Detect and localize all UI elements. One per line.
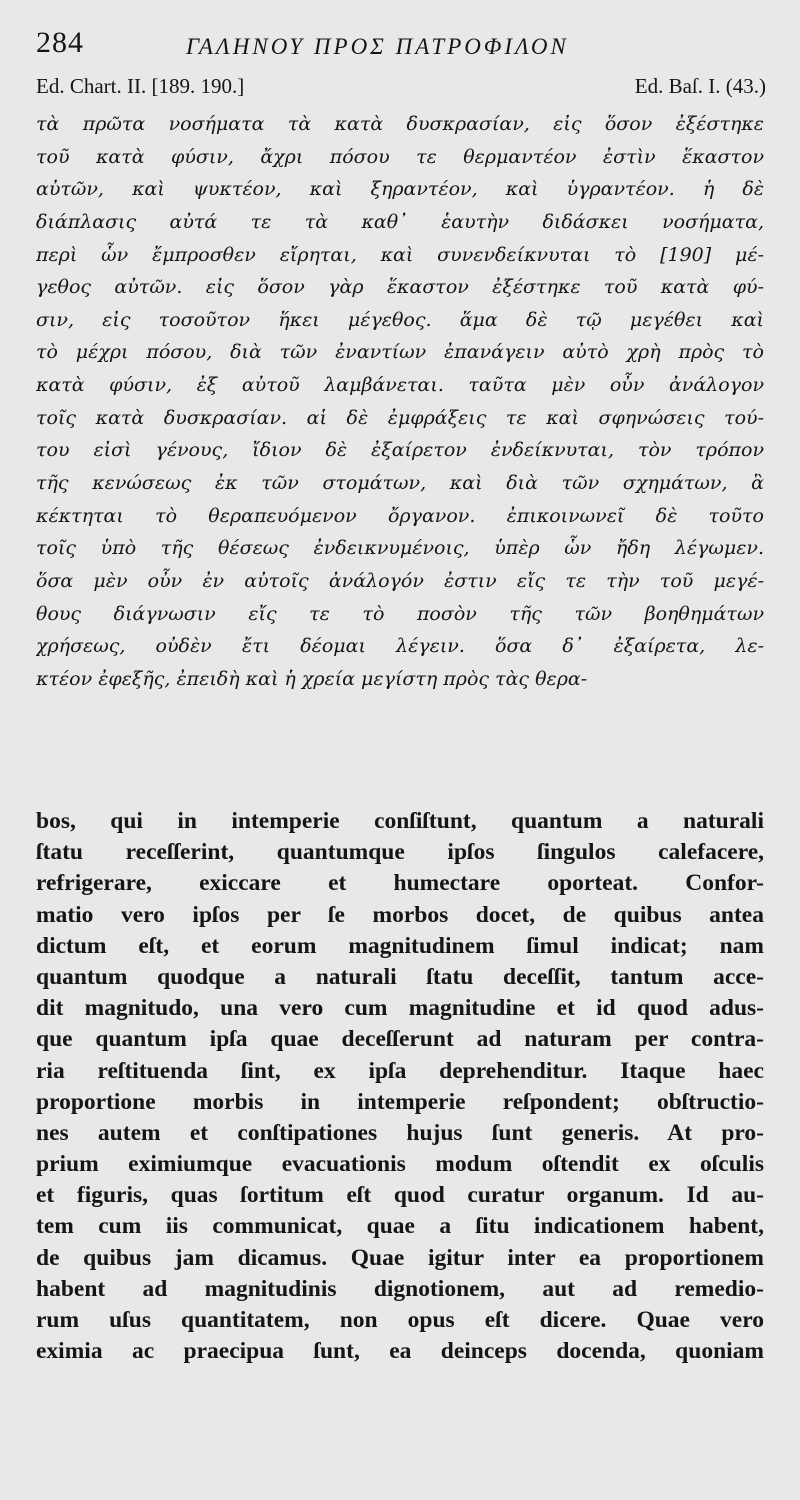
greek-text-line: χρήσεως, οὐδὲν ἔτι δέομαι λέγειν. ὅσα δ᾽ ἐξαίρετα, λε- bbox=[36, 635, 764, 658]
greek-text-line: ὅσα μὲν οὖν ἐν αὐτοῖς ἀνάλογόν ἐστιν εἴς τε τὴν τοῦ μεγέ- bbox=[36, 569, 764, 592]
latin-translation-block bbox=[36, 806, 764, 1367]
latin-text-line: quantum quodque a naturali ſtatu deceſſit, tantum acce- bbox=[36, 963, 764, 990]
latin-text-line: ſtatu receſſerint, quantumque ipſos ſingulos calefacere, bbox=[36, 839, 764, 866]
greek-text-line: σιν, εἰς τοσοῦτον ἥκει μέγεθος. ἅμα δὲ τῷ μεγέθει καὶ bbox=[36, 308, 764, 331]
greek-text-line: τῆς κενώσεως ἐκ τῶν στομάτων, καὶ διὰ τῶν σχημάτων, ἃ bbox=[36, 472, 764, 495]
edition-reference-line bbox=[36, 74, 766, 104]
latin-text-line: matio vero ipſos per ſe morbos docet, de quibus antea bbox=[36, 901, 764, 928]
greek-text-line: του εἰσὶ γένους, ἴδιον δὲ ἐξαίρετον ἐνδείκνυται, τὸν τρόπον bbox=[36, 439, 764, 462]
latin-text-line: nes autem et conſtipationes hujus ſunt generis. At pro- bbox=[36, 1119, 764, 1146]
greek-text-line: τοῦ κατὰ φύσιν, ἄχρι πόσου τε θερμαντέον ἐστὶν ἕκαστον bbox=[36, 145, 764, 168]
edition-chart-reference: Ed. Chart. II. [189. 190.] bbox=[36, 74, 245, 98]
latin-text-line: ria reſtituenda ſint, ex ipſa deprehenditur. Itaque haec bbox=[36, 1057, 764, 1084]
greek-text-line: διάπλασις αὐτά τε τὰ καθ᾽ ἑαυτὴν διδάσκει νοσήματα, bbox=[36, 210, 764, 233]
latin-text-line: bos, qui in intemperie conſiſtunt, quantum a naturali bbox=[36, 808, 764, 834]
latin-text-line: rum uſus quantitatem, non opus eſt dicere. Quae vero bbox=[36, 1307, 764, 1333]
greek-text-line: κατὰ φύσιν, ἐξ αὐτοῦ λαμβάνεται. ταῦτα μὲν οὖν ἀνάλογον bbox=[36, 374, 764, 397]
greek-text-line: κτέον ἐφεξῆς, ἐπειδὴ καὶ ἡ χρεία μεγίστη πρὸς τὰς θερα- bbox=[36, 667, 588, 690]
greek-text-block bbox=[36, 108, 764, 696]
greek-text-line: θους διάγνωσιν εἴς τε τὸ ποσὸν τῆς τῶν βοηθημάτων bbox=[36, 602, 764, 625]
latin-text-line: eximia ac praecipua ſunt, ea deinceps docenda, quoniam bbox=[36, 1338, 764, 1365]
greek-text-line: τοῖς κατὰ δυσκρασίαν. αἱ δὲ ἐμφράξεις τε καὶ σφηνώσεις τού- bbox=[36, 406, 764, 429]
latin-text-line: dit magnitudo, una vero cum magnitudine et id quod adus- bbox=[36, 995, 764, 1022]
page-number: 284 bbox=[36, 26, 84, 59]
latin-text-line: et figuris, quas ſortitum eſt quod curatur organum. Id au- bbox=[36, 1182, 764, 1209]
latin-text-line: proportione morbis in intemperie reſpondent; obſtructio- bbox=[36, 1088, 764, 1115]
latin-text-line: tem cum iis communicat, quae a ſitu indicationem habent, bbox=[36, 1213, 764, 1240]
edition-basel-reference: Ed. Baſ. I. (43.) bbox=[634, 74, 766, 98]
latin-text-line: habent ad magnitudinis dignotionem, aut ad remedio- bbox=[36, 1275, 764, 1302]
greek-text-line: κέκτηται τὸ θεραπευόμενον ὄργανον. ἐπικοινωνεῖ δὲ τοῦτο bbox=[36, 504, 764, 527]
running-title: ΓΑΛΗΝΟΥ ΠΡΟΣ ΠΑΤΡΟΦΙΛΟΝ bbox=[186, 34, 569, 59]
latin-text-line: prium eximiumque evacuationis modum oſtendit ex oſculis bbox=[36, 1151, 764, 1178]
greek-text-line: τὸ μέχρι πόσου, διὰ τῶν ἐναντίων ἐπανάγειν αὐτὸ χρὴ πρὸς τὸ bbox=[36, 341, 764, 364]
greek-text-line: τοῖς ὑπὸ τῆς θέσεως ἐνδεικνυμένοις, ὑπὲρ ὧν ἤδη λέγωμεν. bbox=[36, 537, 764, 560]
latin-text-line: de quibus jam dicamus. Quae igitur inter ea proportionem bbox=[36, 1244, 764, 1271]
greek-text-line: γεθος αὐτῶν. εἰς ὅσον γὰρ ἕκαστον ἐξέστηκε τοῦ κατὰ φύ- bbox=[36, 276, 764, 299]
latin-text-line: que quantum ipſa quae deceſſerunt ad naturam per contra- bbox=[36, 1026, 764, 1053]
greek-text-line: περὶ ὧν ἔμπροσθεν εἴρηται, καὶ συνενδείκνυται τὸ [190] μέ- bbox=[36, 243, 764, 266]
greek-text-line: αὐτῶν, καὶ ψυκτέον, καὶ ξηραντέον, καὶ ὑγραντέον. ἡ δὲ bbox=[36, 178, 764, 201]
latin-text-line: refrigerare, exiccare et humectare oporteat. Confor- bbox=[36, 870, 764, 897]
latin-text-line: dictum eſt, et eorum magnitudinem ſimul indicat; nam bbox=[36, 932, 764, 959]
running-head bbox=[36, 26, 764, 66]
greek-text-line: τὰ πρῶτα νοσήματα τὰ κατὰ δυσκρασίαν, εἰς ὅσον ἐξέστηκε bbox=[36, 113, 764, 135]
